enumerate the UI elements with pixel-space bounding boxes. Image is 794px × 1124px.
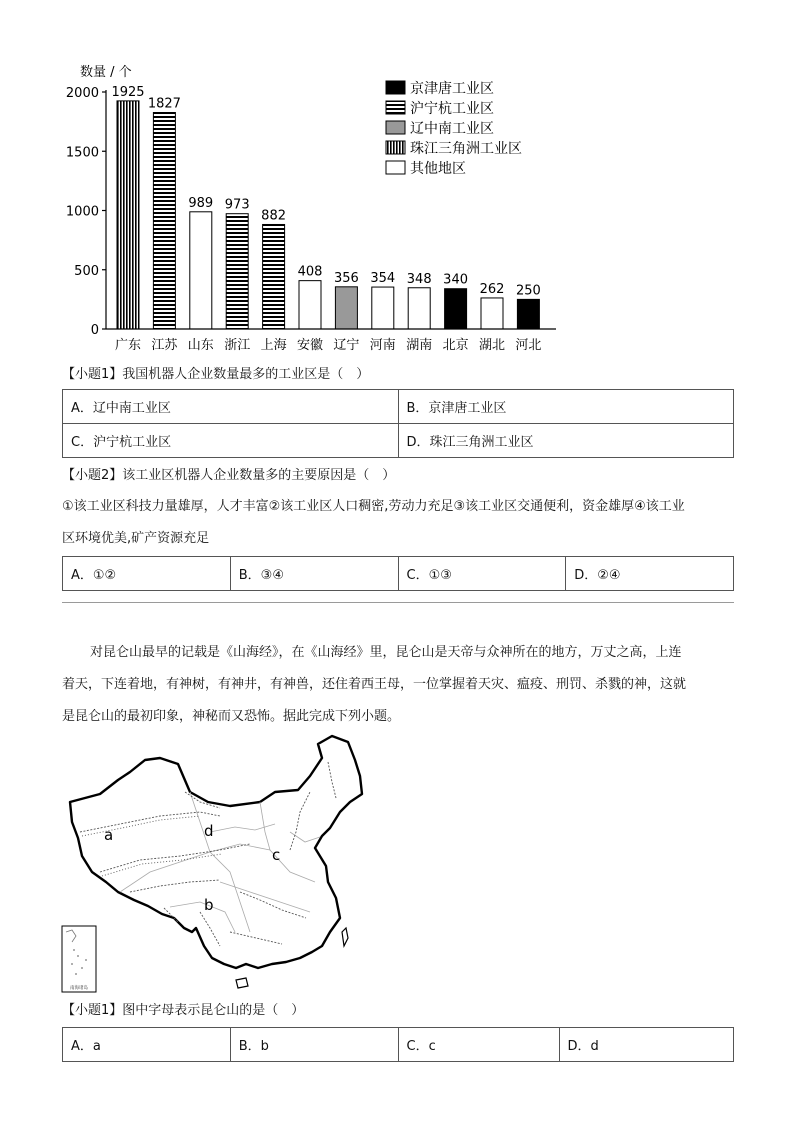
legend-label-5: 其他地区 xyxy=(410,161,466,177)
legend-label-1: 京津唐工业区 xyxy=(410,81,494,97)
data-label-安徽: 408 xyxy=(297,264,323,280)
category-label-北京: 北京 xyxy=(442,338,469,353)
legend-swatch-1 xyxy=(386,81,405,94)
data-label-湖北: 262 xyxy=(479,281,505,297)
category-label-山东: 山东 xyxy=(187,338,214,353)
category-label-安徽: 安徽 xyxy=(296,338,324,353)
option-b[interactable]: B．③④ xyxy=(230,557,398,591)
bar-江苏 xyxy=(153,113,175,329)
inset-label: 南海诸岛 xyxy=(70,986,88,991)
bar-辽宁 xyxy=(335,287,357,329)
option-c[interactable]: C．①③ xyxy=(398,557,566,591)
legend-label-3: 辽中南工业区 xyxy=(410,121,494,137)
data-label-湖南: 348 xyxy=(406,271,432,287)
category-label-江苏: 江苏 xyxy=(151,338,178,353)
passage-line-3: 是昆仑山的最初印象，神秘而又恐怖。据此完成下列小题。 xyxy=(62,709,401,724)
option-b[interactable]: B．b xyxy=(230,1028,398,1062)
data-label-江苏: 1827 xyxy=(147,96,181,112)
y-tick-label-1000: 1000 xyxy=(65,204,99,220)
legend-label-2: 沪宁杭工业区 xyxy=(410,101,494,117)
question-1-options xyxy=(62,389,734,458)
data-label-浙江: 973 xyxy=(224,197,250,213)
option-b[interactable]: B．京津唐工业区 xyxy=(398,390,734,424)
data-label-山东: 989 xyxy=(188,195,214,211)
category-label-湖北: 湖北 xyxy=(478,338,506,353)
option-a[interactable]: A．a xyxy=(63,1028,231,1062)
robot-enterprise-bar-chart xyxy=(0,0,794,360)
bar-广东 xyxy=(117,101,139,329)
map-label-a: a xyxy=(104,826,114,844)
legend-swatch-3 xyxy=(386,121,405,134)
map-label-d: d xyxy=(204,822,214,840)
bar-浙江 xyxy=(226,214,248,329)
section-divider xyxy=(62,602,734,603)
legend-swatch-5 xyxy=(386,161,405,174)
data-label-上海: 882 xyxy=(261,208,287,224)
data-label-河北: 250 xyxy=(515,283,541,299)
question-2-title: 【小题2】该工业区机器人企业数量多的主要原因是（ ） xyxy=(62,468,396,483)
legend-swatch-4 xyxy=(386,141,405,154)
y-tick-label-2000: 2000 xyxy=(65,86,99,101)
passage-line-1: 对昆仑山最早的记载是《山海经》，在《山海经》里，昆仑山是天帝与众神所在的地方，万丈之高，上连 xyxy=(90,645,682,660)
question-2-options xyxy=(62,556,734,591)
category-label-湖南: 湖南 xyxy=(406,338,433,353)
bar-河北 xyxy=(517,299,539,329)
china-terrain-map xyxy=(60,732,370,997)
map-label-b: b xyxy=(204,896,214,914)
hainan xyxy=(236,978,248,988)
question-3-options xyxy=(62,1027,734,1062)
option-c[interactable]: C．c xyxy=(398,1028,559,1062)
south-china-sea-inset xyxy=(62,926,96,992)
question-3-title: 【小题1】图中字母表示昆仑山的是（ ） xyxy=(62,1003,305,1018)
option-c[interactable]: C．沪宁杭工业区 xyxy=(63,424,399,458)
data-label-广东: 1925 xyxy=(111,84,145,100)
bar-湖北 xyxy=(481,298,503,329)
category-label-广东: 广东 xyxy=(114,338,142,353)
category-label-浙江: 浙江 xyxy=(224,338,251,353)
taiwan xyxy=(342,928,348,946)
category-label-河南: 河南 xyxy=(369,338,396,353)
china-outline xyxy=(70,736,362,968)
option-d[interactable]: D．d xyxy=(559,1028,733,1062)
bar-河南 xyxy=(372,287,394,329)
bar-山东 xyxy=(190,212,212,329)
passage-line-2: 着天，下连着地，有神树，有神井，有神兽，还住着西王母，一位掌握着天灾、瘟疫、刑罚、杀戮的神，这就 xyxy=(62,677,687,692)
map-label-c: c xyxy=(272,846,281,864)
bar-北京 xyxy=(445,289,467,329)
data-label-辽宁: 356 xyxy=(333,270,359,286)
y-tick-label-500: 500 xyxy=(74,263,99,279)
bar-安徽 xyxy=(299,281,321,329)
y-tick-label-1500: 1500 xyxy=(65,145,99,161)
bar-湖南 xyxy=(408,288,430,329)
data-label-北京: 340 xyxy=(443,272,469,288)
y-axis-label: 数量 / 个 xyxy=(80,65,132,80)
option-d[interactable]: D．珠江三角洲工业区 xyxy=(398,424,734,458)
option-d[interactable]: D．②④ xyxy=(566,557,734,591)
question-2-statements-line2: 区环境优美,矿产资源充足 xyxy=(62,531,210,546)
bar-上海 xyxy=(263,224,285,329)
question-1-title: 【小题1】我国机器人企业数量最多的工业区是（ ） xyxy=(62,367,370,382)
legend-label-4: 珠江三角洲工业区 xyxy=(410,141,522,157)
data-label-河南: 354 xyxy=(370,271,396,287)
legend-swatch-2 xyxy=(386,101,405,114)
category-label-上海: 上海 xyxy=(260,338,287,353)
category-label-河北: 河北 xyxy=(515,338,542,353)
option-a[interactable]: A．①② xyxy=(63,557,231,591)
category-label-辽宁: 辽宁 xyxy=(333,338,360,353)
option-a[interactable]: A．辽中南工业区 xyxy=(63,390,399,424)
y-tick-label-0: 0 xyxy=(90,323,99,338)
question-2-statements-line1: ①该工业区科技力量雄厚，人才丰富②该工业区人口稠密,劳动力充足③该工业区交通便利，资金雄厚④该工业 xyxy=(62,499,685,514)
